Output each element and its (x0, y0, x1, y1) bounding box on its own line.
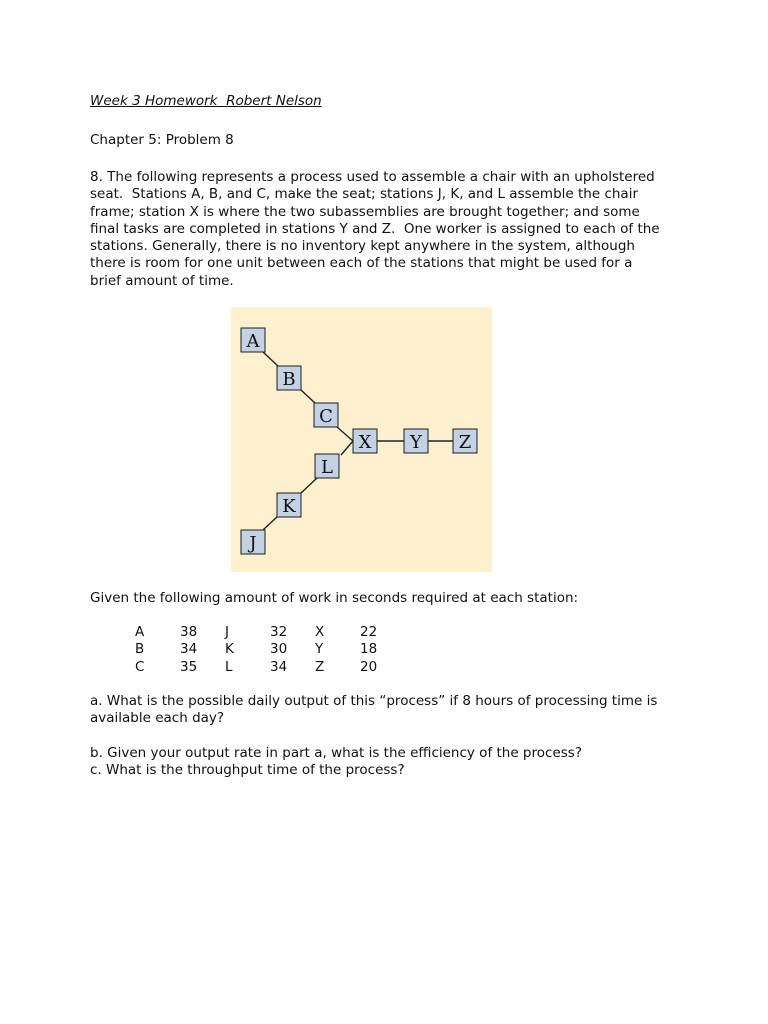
process-flow-svg (231, 307, 492, 572)
station-cell: A (135, 624, 145, 640)
connector-a-b (263, 352, 279, 367)
station-cell: Y (315, 641, 324, 658)
station-node-a (241, 328, 265, 352)
problem-line: there is room for one unit between each of the stations that might be used for a (90, 255, 633, 272)
problem-line: brief amount of time. (90, 272, 234, 289)
station-node-z (453, 429, 477, 453)
station-node-k (277, 493, 301, 517)
station-label: Z (458, 432, 472, 453)
station-cell: X (315, 624, 325, 640)
station-label: L (321, 457, 333, 478)
problem-line: frame; station X is where the two subassemblies are brought together; and some (90, 203, 640, 220)
station-cell: Z (315, 658, 325, 675)
seconds-cell: 30 (270, 641, 288, 658)
seconds-cell: 32 (270, 624, 288, 640)
station-node-l (315, 454, 339, 478)
seconds-cell: 34 (270, 658, 288, 675)
question-a-line: a. What is the possible daily output of this “process” if 8 hours of processing time is (90, 693, 658, 709)
given-statement: Given the following amount of work in seconds required at each station: (90, 590, 579, 606)
process-flow-diagram (231, 307, 492, 572)
problem-statement (90, 169, 690, 290)
station-node-x (353, 429, 377, 453)
chapter-heading: Chapter 5: Problem 8 (90, 132, 234, 148)
seconds-cell: 22 (360, 624, 378, 640)
station-cell: J (225, 624, 229, 640)
station-label: K (282, 496, 296, 517)
question-c: c. What is the throughput time of the process? (90, 762, 405, 778)
page-title: Week 3 Homework Robert Nelson (90, 93, 322, 109)
station-label: Y (410, 432, 422, 453)
problem-line: seat. Stations A, B, and C, make the seat; stations J, K, and L assemble the chair (90, 186, 639, 203)
connector-k-l (301, 478, 317, 493)
station-cell: K (225, 641, 234, 658)
question-a-line: available each day? (90, 710, 225, 727)
question-a (90, 693, 700, 728)
problem-line: final tasks are completed in stations Y and Z. One worker is assigned to each of the (90, 220, 660, 237)
seconds-cell: 20 (360, 658, 378, 675)
problem-line: stations. Generally, there is no inventory kept anywhere in the system, although (90, 238, 635, 255)
station-label: J (249, 533, 257, 554)
station-work-table (135, 624, 405, 676)
seconds-cell: 35 (180, 658, 198, 675)
station-node-b (277, 366, 301, 390)
station-cell: B (135, 641, 145, 658)
table-row (135, 641, 405, 658)
station-label: X (358, 432, 372, 453)
question-b: b. Given your output rate in part a, what is the efficiency of the process? (90, 745, 582, 761)
connector-c-x (337, 427, 353, 441)
station-label: C (319, 406, 333, 427)
table-row (135, 624, 405, 641)
station-cell: C (135, 658, 145, 675)
connector-l-x (341, 441, 353, 455)
station-node-j (241, 530, 265, 554)
station-cell: L (225, 658, 233, 675)
problem-line: 8. The following represents a process used to assemble a chair with an upholstered (90, 169, 655, 185)
station-label: B (282, 369, 296, 390)
seconds-cell: 38 (180, 624, 198, 640)
connector-b-c (301, 390, 316, 404)
station-label: A (246, 331, 260, 352)
station-node-y (404, 429, 428, 453)
seconds-cell: 18 (360, 641, 378, 658)
table-row (135, 659, 405, 676)
seconds-cell: 34 (180, 641, 198, 658)
station-node-c (314, 403, 338, 427)
